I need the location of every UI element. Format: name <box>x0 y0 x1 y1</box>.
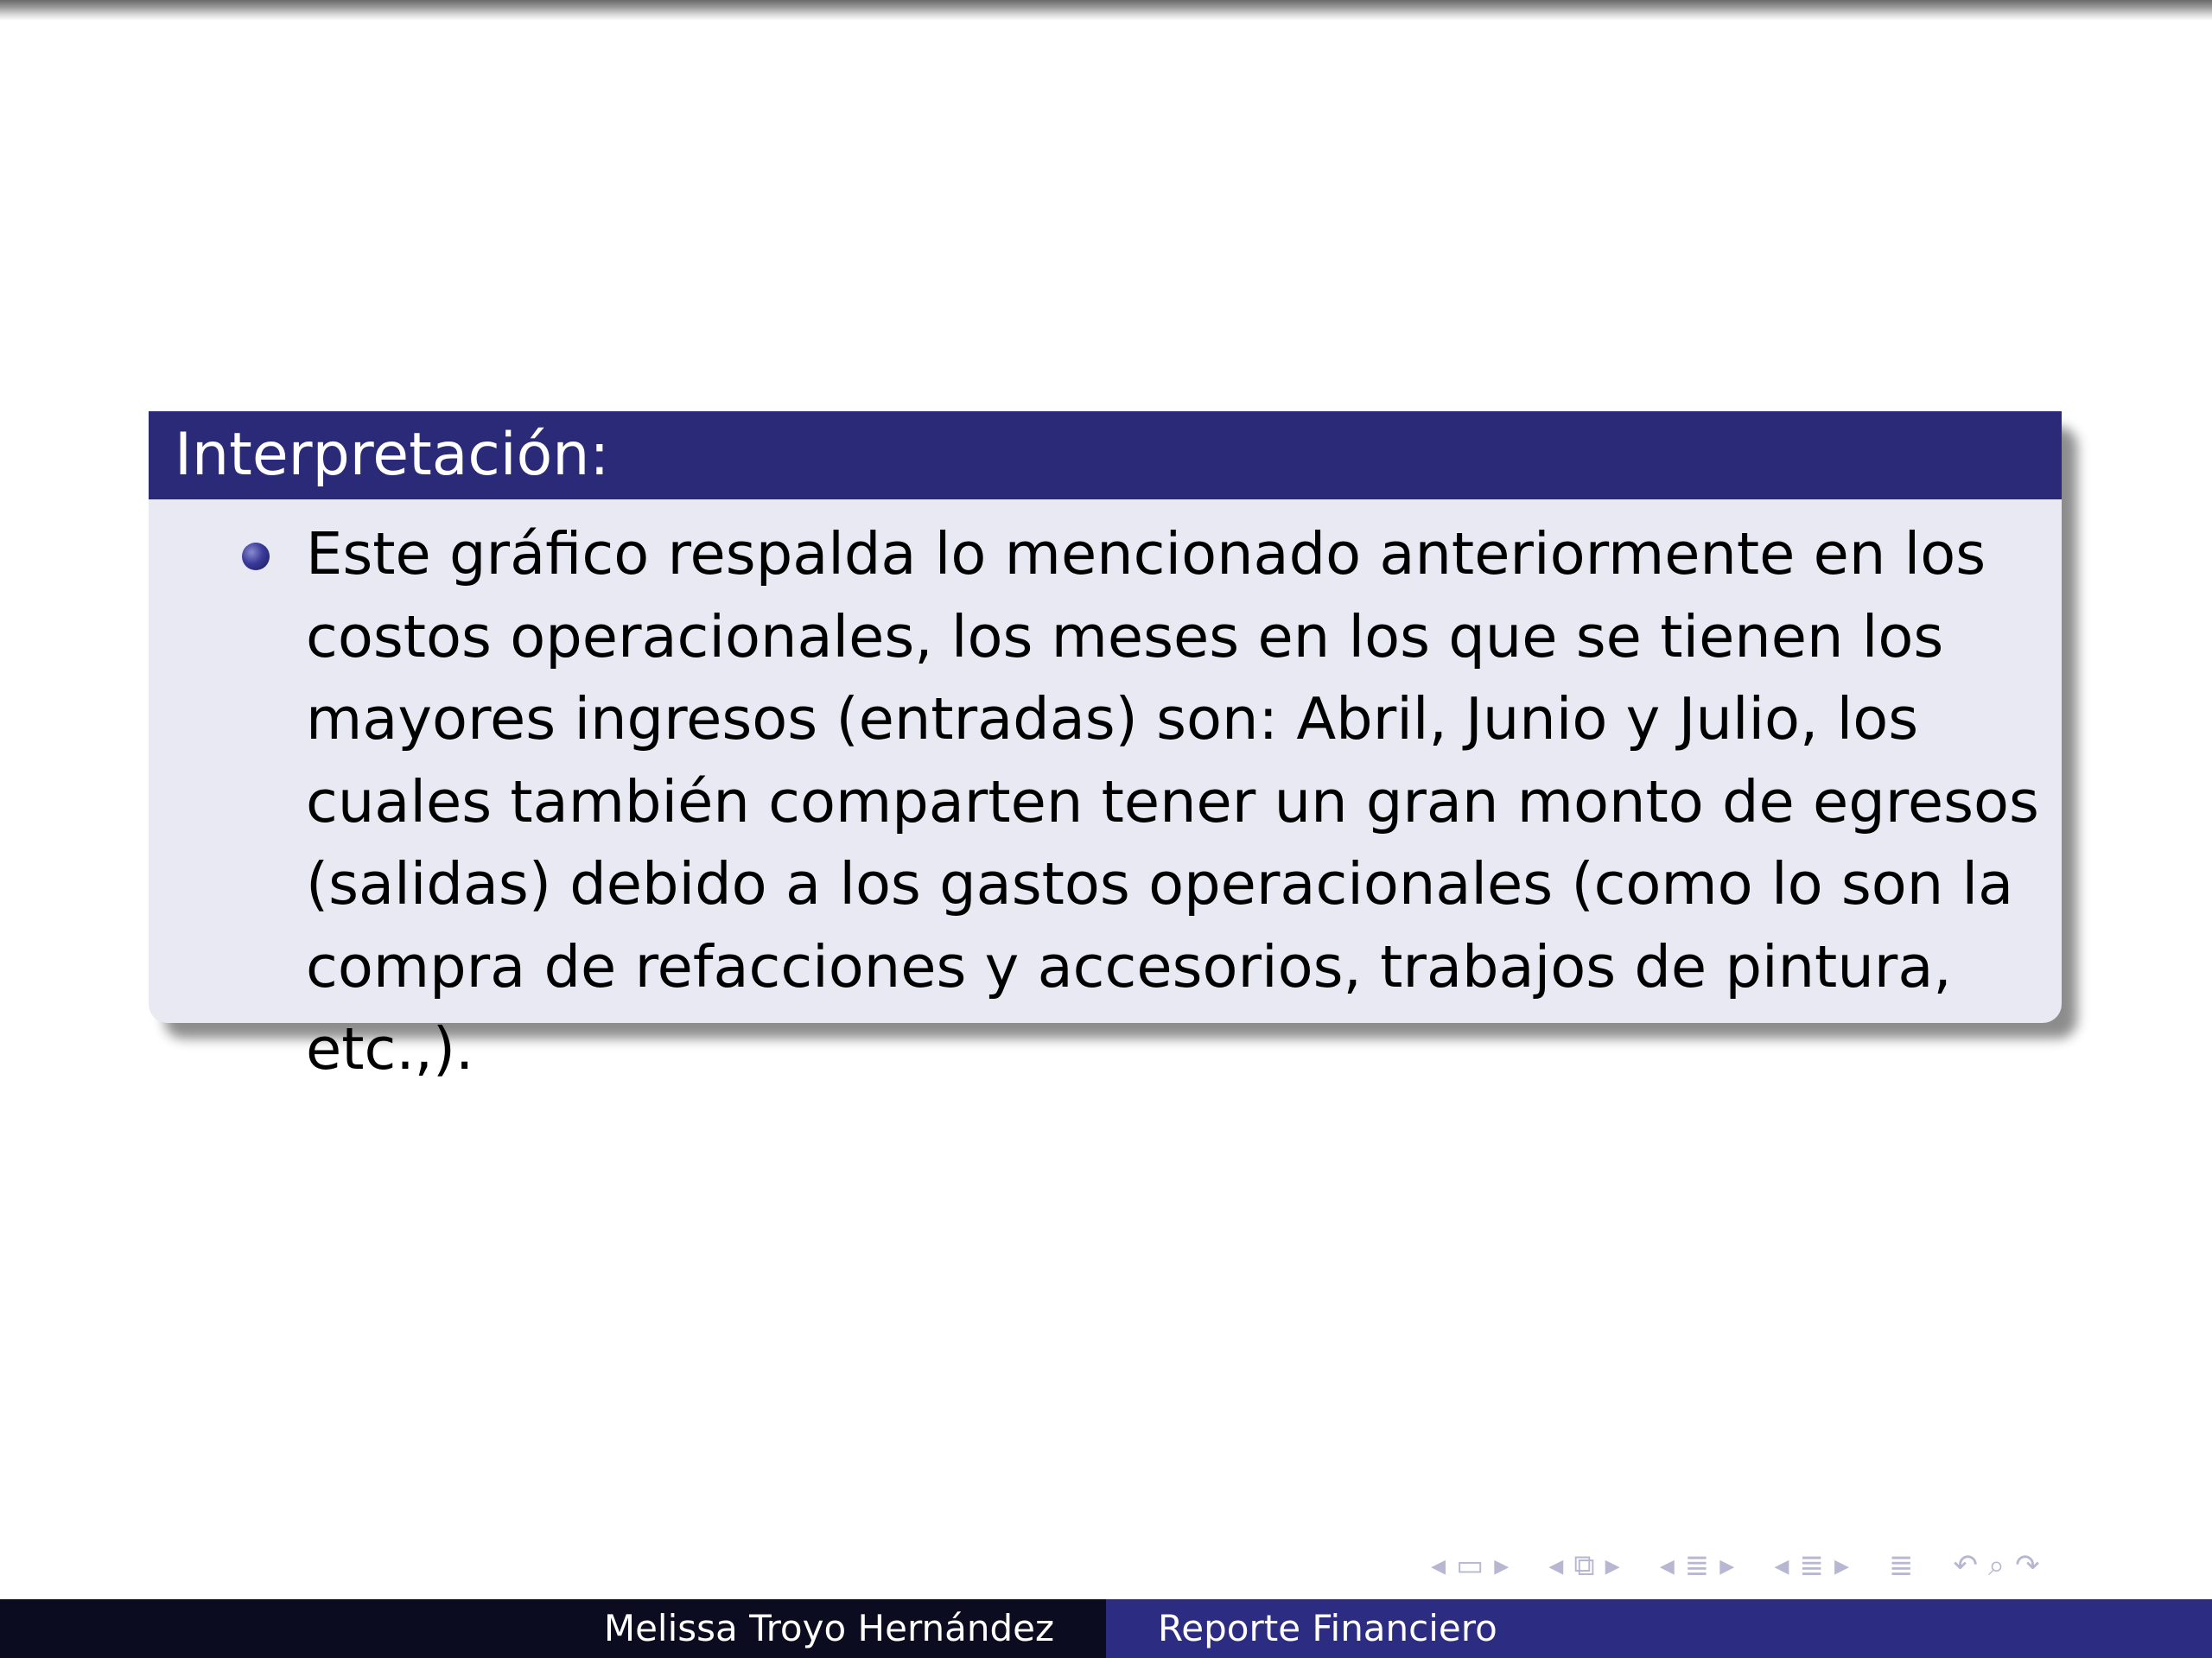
section-list-icon[interactable]: ≣ <box>1799 1548 1824 1583</box>
nav-section-list-group <box>1769 1548 1854 1583</box>
arrow-right-icon[interactable]: ▸ <box>1605 1548 1620 1583</box>
arrow-left-icon[interactable]: ◂ <box>1659 1548 1675 1583</box>
arrow-right-icon[interactable]: ▸ <box>1834 1548 1850 1583</box>
top-shadow <box>0 0 2212 21</box>
arrow-left-icon[interactable]: ◂ <box>1431 1548 1446 1583</box>
arrow-left-icon[interactable]: ◂ <box>1774 1548 1789 1583</box>
nav-search-group <box>1948 1548 2045 1583</box>
interpretation-block <box>149 411 2062 1083</box>
footer-title: Reporte Financiero <box>1106 1599 2212 1658</box>
subsection-icon[interactable]: ⧉ <box>1573 1548 1595 1583</box>
arrow-right-icon[interactable]: ▸ <box>1494 1548 1510 1583</box>
block-title: Interpretación: <box>149 411 2062 499</box>
frame-icon[interactable]: ▭ <box>1456 1548 1484 1583</box>
arrow-right-icon[interactable]: ▸ <box>1719 1548 1735 1583</box>
forward-icon[interactable]: ↷ <box>2015 1548 2040 1583</box>
block-body <box>149 499 2062 1091</box>
footer <box>0 1599 2212 1658</box>
search-icon[interactable]: ⌕ <box>1988 1548 2005 1583</box>
nav-frame-group <box>1426 1548 1514 1583</box>
nav-subsection-group <box>1543 1548 1624 1583</box>
bullet-text: Este gráfico respalda lo mencionado anteriormente en los costos operacionales, los meses en los que se tienen los mayores ingresos (entradas) son: Abril, Junio y Julio, los cuales también comparten tener un gran monto de egresos (salidas) debido a los gastos operacionales (como lo son la compra de refacciones y accesorios, trabajos de pintura, etc.,). <box>306 520 2039 1083</box>
footer-author: Melissa Troyo Hernández <box>0 1599 1106 1658</box>
nav-section-group <box>1655 1548 1740 1583</box>
back-icon[interactable]: ↶ <box>1953 1548 1979 1583</box>
bullet-icon <box>242 543 270 570</box>
section-icon[interactable]: ≣ <box>1684 1548 1710 1583</box>
nav-toc-group <box>1884 1548 1919 1583</box>
arrow-left-icon[interactable]: ◂ <box>1548 1548 1564 1583</box>
toc-icon[interactable]: ≣ <box>1889 1548 1914 1583</box>
beamer-navigation-bar <box>1426 1547 2195 1585</box>
